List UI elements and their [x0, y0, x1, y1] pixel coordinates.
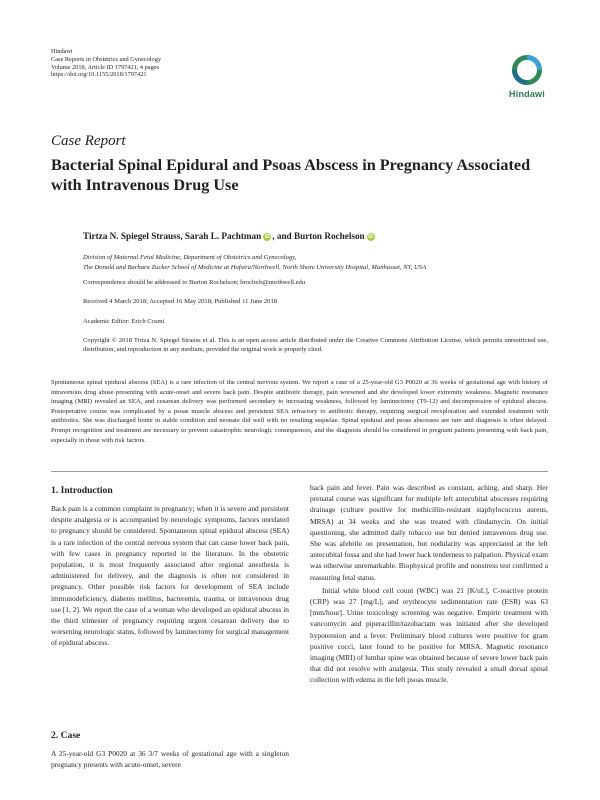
author-2[interactable]: Sarah L. Pachtman — [184, 231, 262, 241]
academic-editor: Academic Editor: Erich Cosmi — [83, 318, 165, 325]
case-paragraph-2: back pain and fever. Pain was described as constant, aching, and sharp. Her prenatal course was significant for multiple left antecubital abscesses requiring drainage (culture positive for methicillin-resistant staphylococcus aureus, MRSA) at 34 weeks and she was treated with clindamycin. On initial questioning, she admitted daily tobacco use but denied intravenous drug use. She was afebrile on presentation, but nodularity was appreciated at the left antecubital fossa and she had lower back tenderness to palpation. Physical exam was otherwise unremarkable. Biophysical profile and nonstress test confirmed a reassuring fetal status. — [310, 483, 548, 582]
article-dates: Received 4 March 2018; Accepted 16 May 2018; Published 11 June 2018 — [83, 298, 278, 305]
affiliation — [83, 253, 426, 272]
orcid-icon[interactable]: iD — [368, 234, 374, 240]
case-text-start — [51, 748, 289, 770]
section-divider — [51, 471, 548, 472]
section-heading-case: 2. Case — [51, 730, 81, 741]
author-list — [83, 231, 376, 241]
introduction-paragraph: Back pain is a common complaint in pregnancy; when it is severe and persistent despite analgesia or is accompanied by neurologic symptoms, factors unrelated to pregnancy should be considered. Spontaneous spinal epidural abscess (SEA) is a rare infection of the central nervous system that can cause lower back pain, with few cases in pregnancy reported in the literature. In the obstetric population, it is most frequently associated after regional anesthesia is administered for delivery, and the diagnosis is often not considered in pregnancy. Other possible risk factors for development of SEA include immunodeficiency, diabetes mellitus, bacteremia, trauma, or intravenous drug use [1, 2]. We report the case of a woman who developed an epidural abscess in the third trimester of pregnancy requiring urgent cesarean delivery due to worsening neurologic status, followed by laminectomy for surgical management of epidural abscess. — [51, 504, 289, 648]
section-heading-introduction: 1. Introduction — [51, 485, 113, 496]
case-paragraph-3: Initial white blood cell count (WBC) was 21 [K/uL], C-reactive protein (CRP) was 27 [mg/L], and erythrocyte sedimentation rate (ESR) was 63 [mm/hour]. Urine toxicology screening was negative. Empiric treatment with vancomycin and piperacillin/tazobactam was initiated after she developed hypotension and a fever. Preliminary blood cultures were positive for gram positive cocci, later found to be positive for MRSA. Magnetic resonance imaging (MRI) of lumbar spine was obtained because of severe lower back pain that did not resolve with analgesia. This study revealed a small dorsal spinal collection with edema in the left psoas muscle. — [310, 585, 548, 685]
article-title: Bacterial Spinal Epidural and Psoas Abscess in Pregnancy Associated with Intravenous Drug Use — [51, 156, 531, 194]
author-1[interactable]: Tirtza N. Spiegel Strauss, — [83, 231, 185, 241]
introduction-text — [51, 503, 289, 649]
article-type: Case Report — [51, 133, 126, 149]
journal-name: Case Reports in Obstetrics and Gynecology — [51, 55, 161, 63]
abstract: Spontaneous spinal epidural abscess (SEA) is a rare infection of the central nervous system. We report a case of a 25-year-old G3 P0020 at 36 weeks of gestational age with history of intravenous drug abuse presenting with acute-onset and severe back pain. Despite antibiotic therapy, pain worsened and she developed lower extremity weakness. Magnetic resonance imaging (MRI) revealed an SEA, and cesarean delivery was performed secondary to increasing weakness, followed by laminectomy (T9-12) and decompression of epidural abscess. Postoperative course was complicated by a psoas muscle abscess and persistent SEA refractory to antibiotic therapy, requiring surgical reexploration and extended treatment with antibiotics. She was discharged home in stable condition and neonate did well with no resulting sequelae. Spinal epidural and psoas abscesses are rare and diagnosis is often delayed. Prompt recognition and treatment are necessary to prevent catastrophic neurologic consequences, and the diagnosis should be considered in pregnant patients presenting with back pain, especially in those with risk factors. — [51, 379, 548, 444]
affiliation-line-1: Division of Maternal Fetal Medicine, Department of Obstetrics and Gynecology, — [83, 254, 297, 261]
publisher-name: Hindawi — [51, 48, 73, 55]
journal-meta — [51, 48, 161, 79]
orcid-icon[interactable]: iD — [264, 234, 270, 240]
volume-info: Volume 2018, Article ID 1797421, 4 pages — [51, 63, 159, 71]
correspondence: Correspondence should be addressed to Burton Rochelson; brochels@northwell.edu — [83, 279, 306, 286]
logo-text: Hindawi — [509, 89, 545, 99]
doi-link[interactable]: https://doi.org/10.1155/2018/1797421 — [51, 71, 147, 79]
copyright-notice: Copyright © 2018 Tirtza N. Spiegel Strauss et al. This is an open access article distributed under the Creative Commons Attribution License, which permits unrestricted use, distribution, and reproduction in any medium, provided the original work is properly cited. — [83, 337, 548, 353]
affiliation-line-2: The Donald and Barbara Zucker School of Medicine at Hofstra/Northwell, North Shore University Hospital, Manhasset, NY, USA — [83, 263, 427, 271]
author-3[interactable]: , and Burton Rochelson — [272, 231, 365, 241]
case-paragraph-1: A 25-year-old G3 P0020 at 36 3/7 weeks of gestational age with a singleton pregnancy presents with acute-onset, severe — [51, 749, 289, 770]
case-text-continued — [310, 482, 548, 686]
